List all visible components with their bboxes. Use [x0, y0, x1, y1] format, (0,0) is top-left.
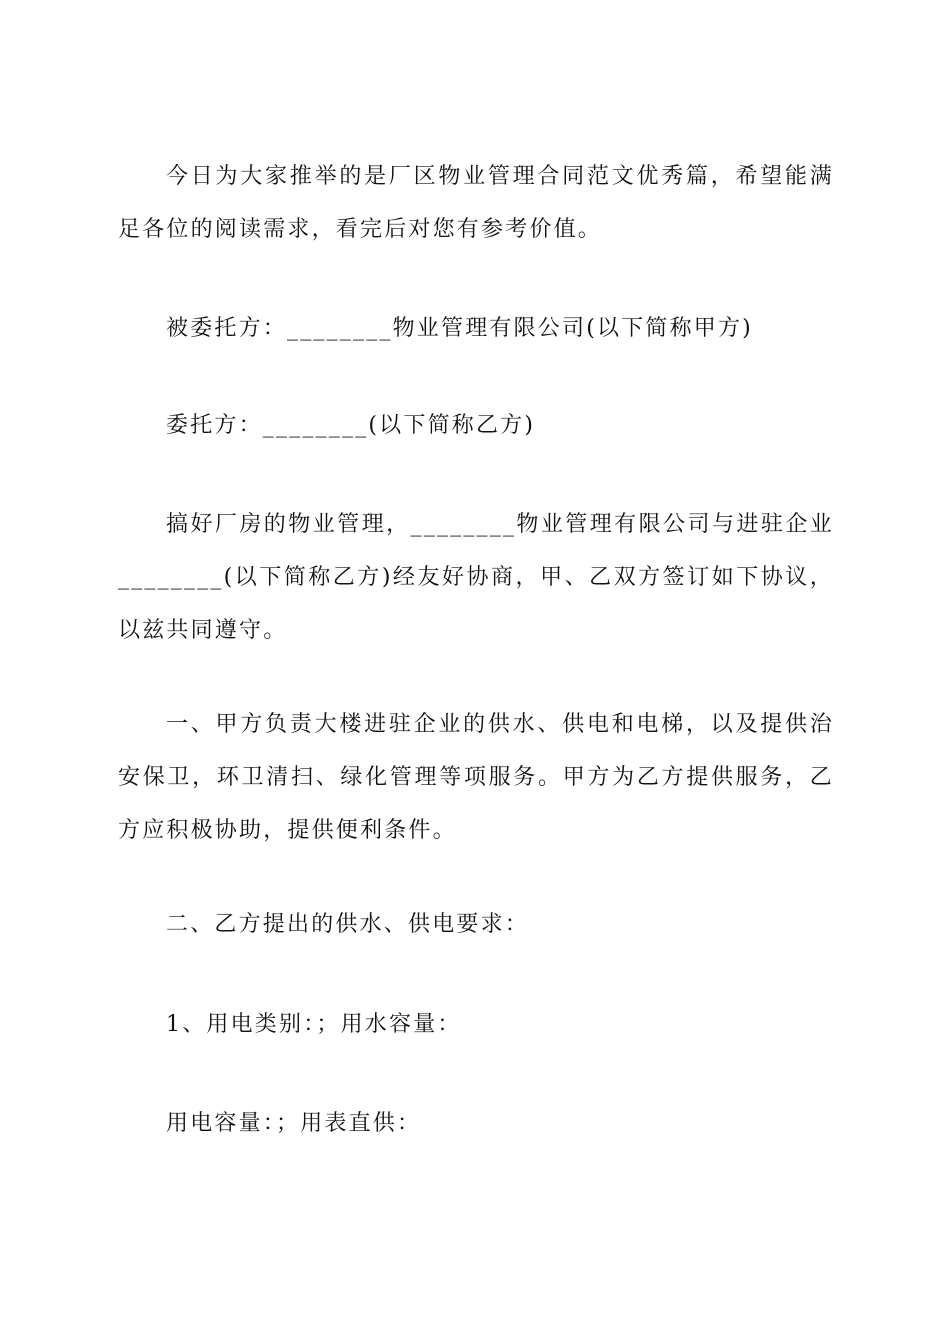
electricity-type-line: 1、用电类别：；用水容量：	[166, 1012, 462, 1037]
entrusting-party-line: 委托方：________(以下简称乙方)	[166, 413, 536, 438]
agreement-preamble-paragraph: 搞好厂房的物业管理，________物业管理有限公司与进驻企业________(以下简称乙方)经友好协商，甲、乙双方签订如下协议，以兹共同遵守。	[118, 512, 834, 643]
intro-paragraph: 今日为大家推举的是厂区物业管理合同范文优秀篇，希望能满足各位的阅读需求，看完后对您有参考价值。	[118, 164, 834, 242]
clause-one-paragraph: 一、甲方负责大楼进驻企业的供水、供电和电梯，以及提供治安保卫，环卫清扫、绿化管理等项服务。甲方为乙方提供服务，乙方应积极协助，提供便利条件。	[118, 712, 834, 843]
electricity-capacity-line: 用电容量：；用表直供：	[166, 1111, 422, 1136]
clause-two-heading: 二、乙方提出的供水、供电要求：	[166, 912, 530, 937]
entrusted-party-line: 被委托方：________物业管理有限公司(以下简称甲方)	[166, 316, 753, 341]
